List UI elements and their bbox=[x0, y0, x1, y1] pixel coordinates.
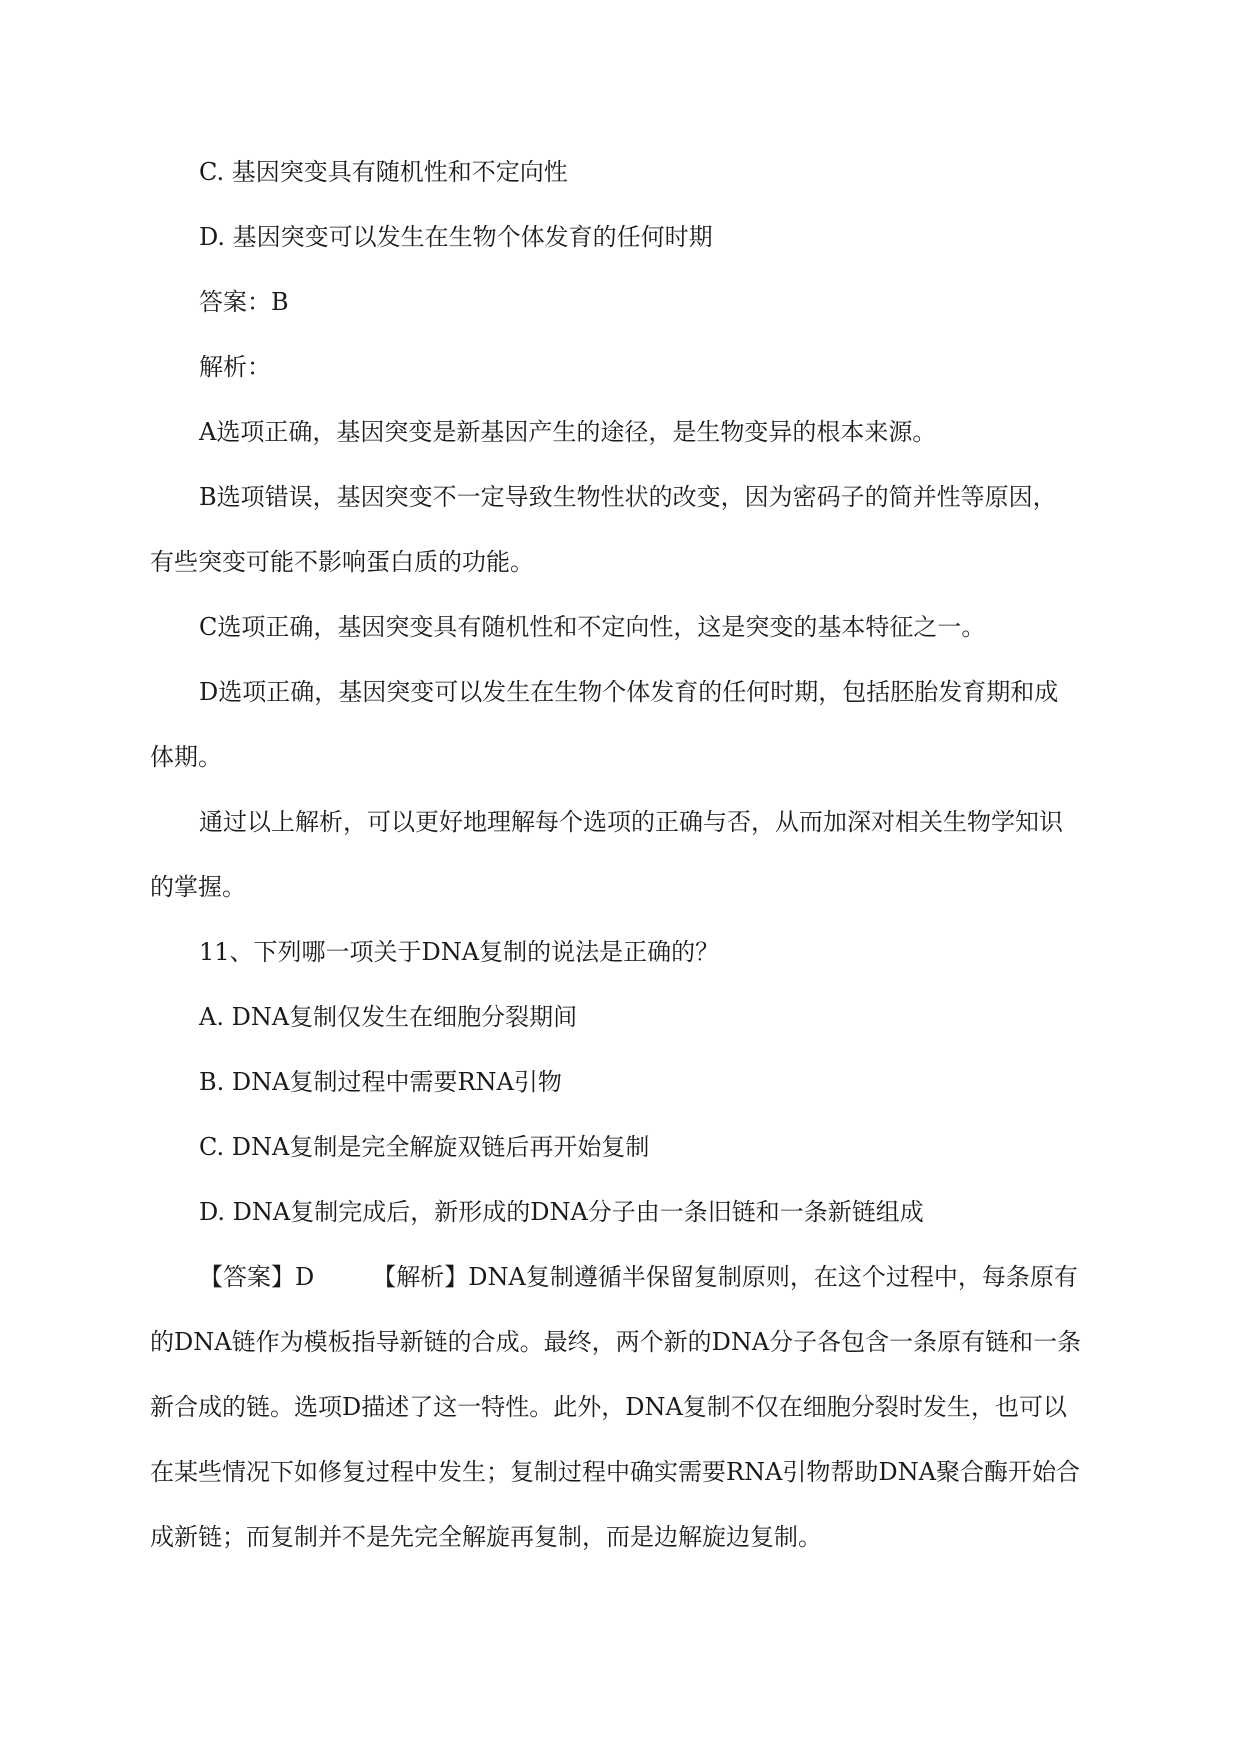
question-11: 11、下列哪一项关于DNA复制的说法是正确的？ bbox=[199, 938, 720, 966]
analysis-c: C选项正确，基因突变具有随机性和不定向性，这是突变的基本特征之一。 bbox=[199, 613, 986, 641]
q11-option-c: C. DNA复制是完全解旋双链后再开始复制 bbox=[199, 1133, 650, 1161]
q11-option-a: A. DNA复制仅发生在细胞分裂期间 bbox=[199, 1003, 578, 1031]
q11-analysis-line-3: 新合成的链。选项D描述了这一特性。此外，DNA复制不仅在细胞分裂时发生，也可以 bbox=[150, 1393, 1067, 1421]
option-d-line: D. 基因突变可以发生在生物个体发育的任何时期 bbox=[199, 223, 713, 251]
q11-answer-analysis-line-1 bbox=[150, 1245, 1095, 1310]
analysis-b-line-1: B选项错误，基因突变不一定导致生物性状的改变，因为密码子的简并性等原因， bbox=[199, 483, 1057, 511]
summary-line-1: 通过以上解析，可以更好地理解每个选项的正确与否，从而加深对相关生物学知识 bbox=[199, 808, 1063, 836]
q11-analysis-start: 【解析】DNA复制遵循半保留复制原则，在这个过程中，每条原有 bbox=[372, 1263, 1078, 1291]
analysis-d-line-2: 体期。 bbox=[150, 743, 222, 771]
analysis-d-line-1: D选项正确，基因突变可以发生在生物个体发育的任何时期，包括胚胎发育期和成 bbox=[199, 678, 1059, 706]
q11-answer: 【答案】D bbox=[199, 1263, 315, 1291]
q11-analysis-line-5: 成新链；而复制并不是先完全解旋再复制，而是边解旋边复制。 bbox=[150, 1523, 822, 1551]
analysis-heading: 解析： bbox=[199, 353, 271, 381]
q11-analysis-line-2: 的DNA链作为模板指导新链的合成。最终，两个新的DNA分子各包含一条原有链和一条 bbox=[150, 1328, 1082, 1356]
q11-option-d: D. DNA复制完成后，新形成的DNA分子由一条旧链和一条新链组成 bbox=[199, 1198, 924, 1226]
analysis-b-line-2: 有些突变可能不影响蛋白质的功能。 bbox=[150, 548, 534, 576]
option-c-line: C. 基因突变具有随机性和不定向性 bbox=[199, 158, 568, 186]
summary-line-2: 的掌握。 bbox=[150, 873, 246, 901]
document-body bbox=[150, 140, 1095, 1570]
q11-option-b: B. DNA复制过程中需要RNA引物 bbox=[199, 1068, 562, 1096]
answer-line: 答案：B bbox=[199, 288, 289, 316]
q11-analysis-line-4: 在某些情况下如修复过程中发生；复制过程中确实需要RNA引物帮助DNA聚合酶开始合 bbox=[150, 1458, 1080, 1486]
analysis-a: A选项正确，基因突变是新基因产生的途径，是生物变异的根本来源。 bbox=[199, 418, 937, 446]
